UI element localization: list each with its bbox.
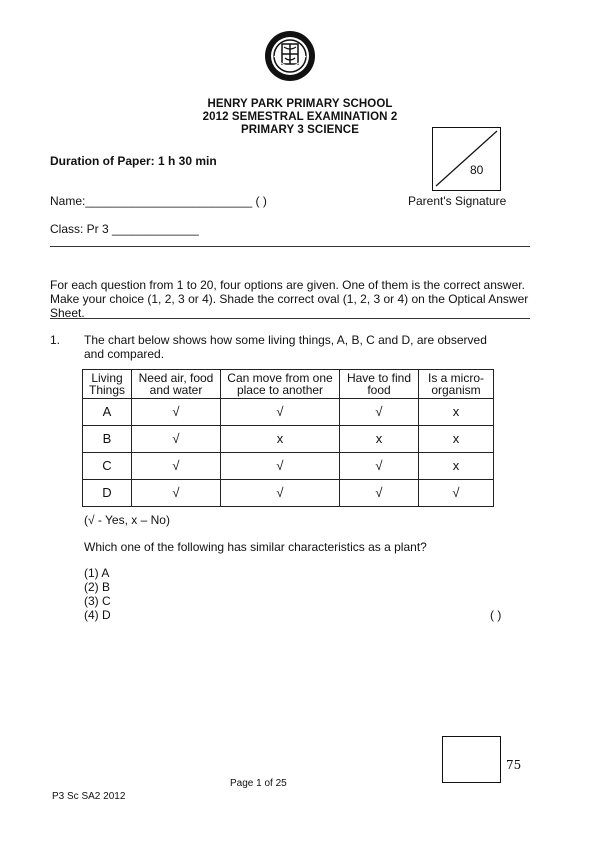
score-total: 80 xyxy=(470,163,484,177)
table-header-row xyxy=(83,370,494,399)
parent-signature-label: Parent's Signature xyxy=(408,194,507,208)
paper-code: P3 Sc SA2 2012 xyxy=(52,791,126,802)
exam-title: 2012 SEMESTRAL EXAMINATION 2 xyxy=(202,111,398,123)
option-4[interactable]: (4) D xyxy=(84,608,111,622)
table-cell: √ xyxy=(221,480,340,507)
table-row xyxy=(83,453,494,480)
school-name: HENRY PARK PRIMARY SCHOOL xyxy=(207,98,393,110)
marks-box xyxy=(442,736,501,783)
table-row xyxy=(83,399,494,426)
table-cell: √ xyxy=(132,453,221,480)
page-number: Page 1 of 25 xyxy=(230,778,287,789)
table-cell: √ xyxy=(340,480,419,507)
table-cell: √ xyxy=(340,399,419,426)
table-cell: x xyxy=(340,426,419,453)
table-cell: √ xyxy=(221,453,340,480)
table-header: Living Things xyxy=(83,370,132,399)
name-field[interactable]: Name:_________________________ ( ) xyxy=(50,194,267,208)
table-cell: √ xyxy=(132,399,221,426)
option-3[interactable]: (3) C xyxy=(84,594,111,608)
table-cell: √ xyxy=(132,480,221,507)
table-cell: C xyxy=(83,453,132,480)
option-1[interactable]: (1) A xyxy=(84,566,110,580)
table-header: Is a micro-organism xyxy=(419,370,494,399)
table-cell: √ xyxy=(132,426,221,453)
table-header: Need air, food and water xyxy=(132,370,221,399)
comparison-table xyxy=(82,369,494,507)
question-prompt: Which one of the following has similar characteristics as a plant? xyxy=(84,540,427,554)
table-cell: D xyxy=(83,480,132,507)
table-cell: √ xyxy=(221,399,340,426)
question-text: The chart below shows how some living things, A, B, C and D, are observed and compared. xyxy=(84,333,487,361)
table-cell: √ xyxy=(340,453,419,480)
table-legend: (√ - Yes, x – No) xyxy=(84,513,170,527)
table-cell: x xyxy=(419,453,494,480)
divider xyxy=(50,246,530,247)
table-cell: x xyxy=(419,399,494,426)
table-cell: B xyxy=(83,426,132,453)
table-header: Can move from one place to another xyxy=(221,370,340,399)
class-field[interactable]: Class: Pr 3 _____________ xyxy=(50,222,199,236)
score-box xyxy=(432,127,501,191)
table-row xyxy=(83,426,494,453)
table-cell: √ xyxy=(419,480,494,507)
divider xyxy=(50,318,530,319)
table-cell: x xyxy=(221,426,340,453)
handwritten-mark: 75 xyxy=(506,758,522,772)
table-row xyxy=(83,480,494,507)
instructions: For each question from 1 to 20, four options are given. One of them is the correct answer. Make your choice (1, 2, 3 or 4). Shade the correct oval (1, 2, 3 or 4) on the Optical Answer Sheet. xyxy=(50,278,529,320)
table-cell: x xyxy=(419,426,494,453)
table-cell: A xyxy=(83,399,132,426)
question-number: 1. xyxy=(50,333,61,347)
option-2[interactable]: (2) B xyxy=(84,580,111,594)
table-header: Have to find food xyxy=(340,370,419,399)
subject-title: PRIMARY 3 SCIENCE xyxy=(240,124,359,136)
school-crest-logo xyxy=(264,30,316,82)
duration-label: Duration of Paper: 1 h 30 min xyxy=(50,154,217,168)
answer-bracket[interactable]: ( ) xyxy=(490,608,502,622)
score-diagonal xyxy=(433,128,500,190)
